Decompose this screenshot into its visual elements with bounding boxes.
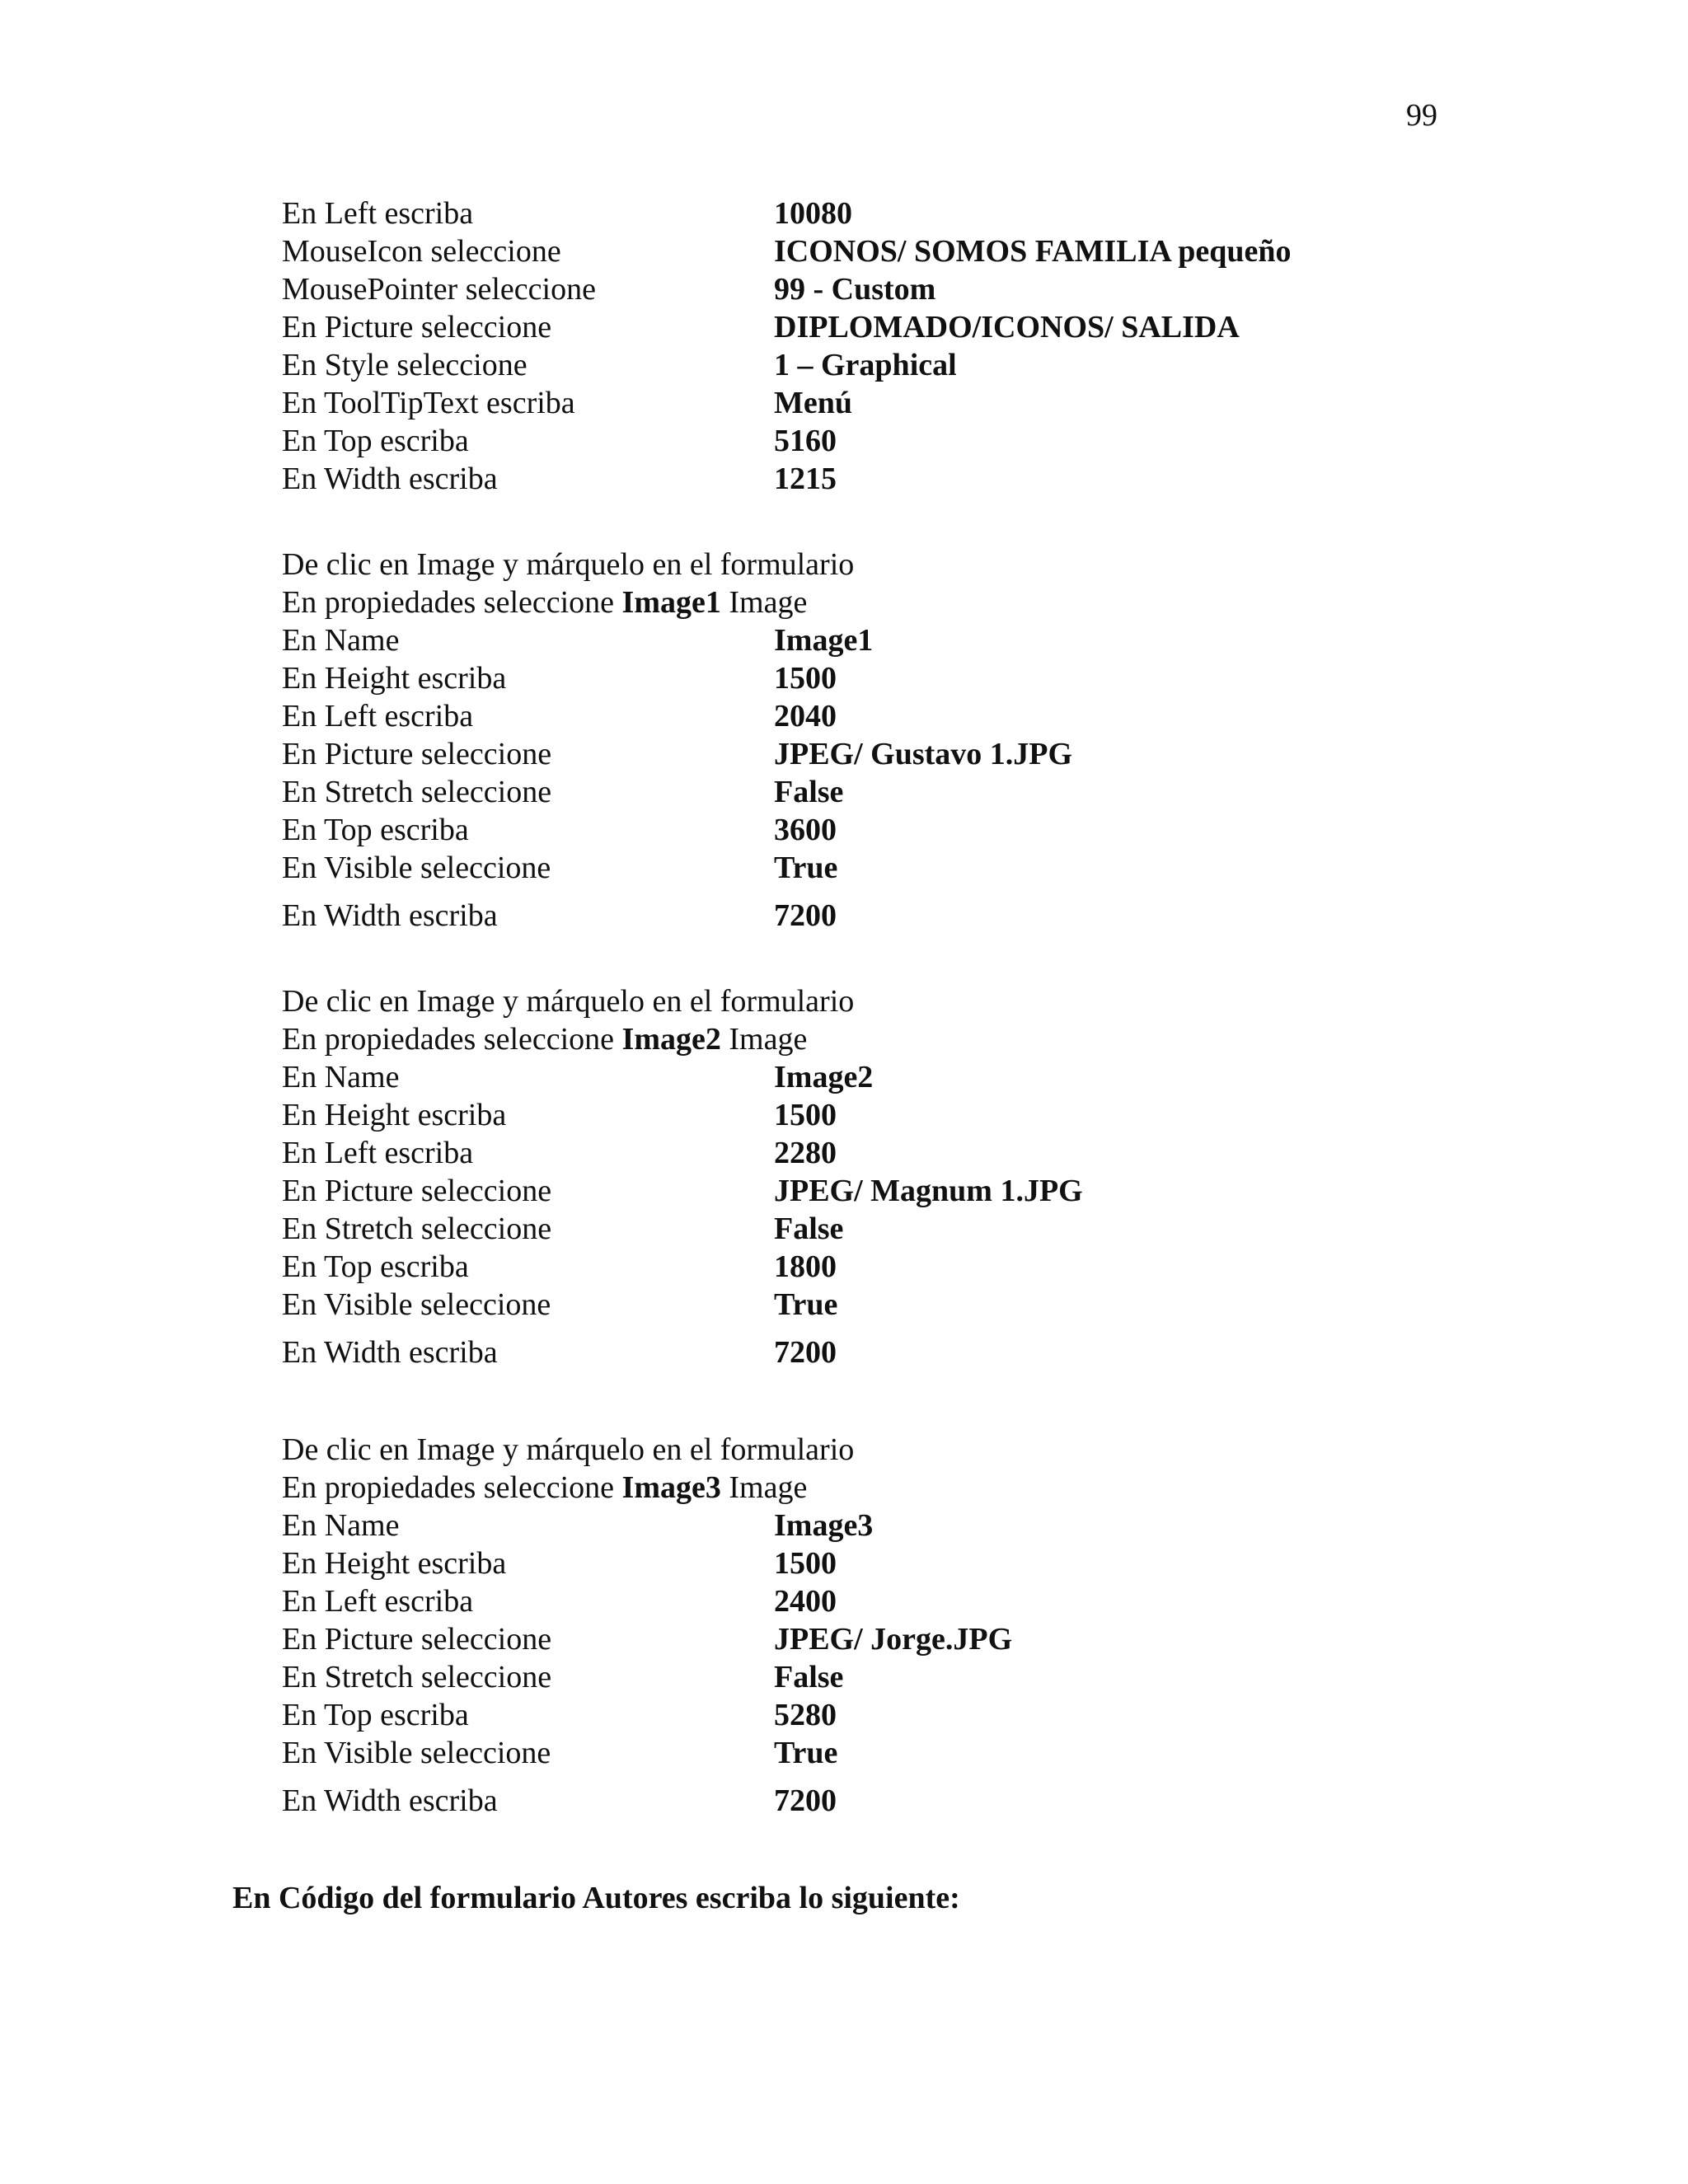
property-label: En Style seleccione xyxy=(282,348,528,382)
property-label: En ToolTipText escriba xyxy=(282,386,575,420)
property-row xyxy=(282,659,1436,697)
property-value: 2280 xyxy=(774,1136,837,1170)
property-label: En Top escriba xyxy=(282,813,469,847)
select-name: Image3 xyxy=(621,1470,721,1505)
property-row xyxy=(282,1058,1436,1096)
property-row xyxy=(282,1544,1436,1582)
image2-select-line xyxy=(282,1020,1436,1058)
property-value: Image1 xyxy=(774,623,874,658)
image3-intro: De clic en Image y márquelo en el formulario xyxy=(282,1432,855,1467)
property-row xyxy=(282,1507,1436,1544)
property-value: True xyxy=(774,1736,838,1770)
property-value: True xyxy=(774,1287,838,1322)
property-label: En Name xyxy=(282,1060,400,1094)
property-value: 99 - Custom xyxy=(774,272,936,307)
property-value: ICONOS/ SOMOS FAMILIA pequeño xyxy=(774,234,1292,269)
property-label: En Picture seleccione xyxy=(282,1622,552,1657)
property-value: 7200 xyxy=(774,1783,837,1818)
property-value: JPEG/ Magnum 1.JPG xyxy=(774,1174,1083,1208)
select-name: Image1 xyxy=(621,585,721,620)
select-prefix: En propiedades seleccione xyxy=(282,1470,615,1505)
property-row xyxy=(282,1658,1436,1696)
property-row xyxy=(282,1620,1436,1658)
image3-properties-block xyxy=(282,1431,1436,1820)
property-row xyxy=(282,735,1436,773)
property-label: En Width escriba xyxy=(282,898,498,933)
property-row xyxy=(282,1333,1436,1371)
property-label: En Stretch seleccione xyxy=(282,1212,552,1246)
property-label: En Width escriba xyxy=(282,462,498,496)
property-row xyxy=(282,422,1436,460)
property-label: En Stretch seleccione xyxy=(282,1660,552,1694)
property-label: En Picture seleccione xyxy=(282,310,552,344)
property-label: En Visible seleccione xyxy=(282,1287,551,1322)
property-label: En Picture seleccione xyxy=(282,1174,552,1208)
property-row xyxy=(282,1782,1436,1820)
property-value: 1215 xyxy=(774,462,837,496)
select-suffix: Image xyxy=(729,585,808,620)
property-value: False xyxy=(774,1660,844,1694)
property-value: 7200 xyxy=(774,1335,837,1370)
property-value: 5280 xyxy=(774,1698,837,1732)
property-row xyxy=(282,1582,1436,1620)
property-value: Image2 xyxy=(774,1060,874,1094)
section-heading: En Código del formulario Autores escriba lo siguiente: xyxy=(232,1881,960,1915)
property-label: En Top escriba xyxy=(282,1249,469,1284)
property-row xyxy=(282,1134,1436,1172)
property-value: JPEG/ Gustavo 1.JPG xyxy=(774,737,1073,771)
property-label: En Left escriba xyxy=(282,699,474,733)
property-label: En Width escriba xyxy=(282,1335,498,1370)
page-number: 99 xyxy=(1406,98,1437,133)
property-row xyxy=(282,1172,1436,1210)
property-row xyxy=(282,811,1436,849)
property-label: En Height escriba xyxy=(282,1098,507,1132)
property-row xyxy=(282,460,1436,498)
property-row xyxy=(282,1210,1436,1248)
property-label: En Left escriba xyxy=(282,1136,474,1170)
property-row xyxy=(282,1696,1436,1734)
property-label: MousePointer seleccione xyxy=(282,272,596,307)
property-value: 2400 xyxy=(774,1584,837,1619)
property-label: En Left escriba xyxy=(282,196,474,231)
property-value: 1500 xyxy=(774,661,837,696)
property-row xyxy=(282,194,1436,232)
property-label: En Picture seleccione xyxy=(282,737,552,771)
property-row xyxy=(282,697,1436,735)
property-label: En Name xyxy=(282,1508,400,1543)
image3-select-line xyxy=(282,1469,1436,1507)
image1-intro: De clic en Image y márquelo en el formulario xyxy=(282,547,855,582)
property-value: False xyxy=(774,775,844,809)
property-row xyxy=(282,773,1436,811)
property-value: 1500 xyxy=(774,1546,837,1581)
select-prefix: En propiedades seleccione xyxy=(282,1022,615,1057)
property-value: 3600 xyxy=(774,813,837,847)
property-value: 1500 xyxy=(774,1098,837,1132)
property-value: Image3 xyxy=(774,1508,874,1543)
property-value: 5160 xyxy=(774,424,837,458)
select-name: Image2 xyxy=(621,1022,721,1057)
property-value: JPEG/ Jorge.JPG xyxy=(774,1622,1013,1657)
property-value: 7200 xyxy=(774,898,837,933)
property-row xyxy=(282,849,1436,887)
image2-properties-block xyxy=(282,982,1436,1371)
property-value: DIPLOMADO/ICONOS/ SALIDA xyxy=(774,310,1240,344)
property-row xyxy=(282,384,1436,422)
property-value: 10080 xyxy=(774,196,852,231)
property-label: En Visible seleccione xyxy=(282,851,551,885)
property-row xyxy=(282,1248,1436,1286)
property-row xyxy=(282,270,1436,308)
property-label: En Visible seleccione xyxy=(282,1736,551,1770)
property-label: En Top escriba xyxy=(282,424,469,458)
property-value: 2040 xyxy=(774,699,837,733)
property-label: En Left escriba xyxy=(282,1584,474,1619)
select-suffix: Image xyxy=(729,1022,808,1057)
properties-block-continued xyxy=(282,194,1436,498)
property-label: MouseIcon seleccione xyxy=(282,234,561,269)
property-row xyxy=(282,1096,1436,1134)
property-row xyxy=(282,1286,1436,1324)
property-label: En Height escriba xyxy=(282,1546,507,1581)
property-label: En Stretch seleccione xyxy=(282,775,552,809)
property-value: Menú xyxy=(774,386,852,420)
property-value: 1800 xyxy=(774,1249,837,1284)
property-row xyxy=(282,621,1436,659)
property-label: En Width escriba xyxy=(282,1783,498,1818)
image2-intro: De clic en Image y márquelo en el formulario xyxy=(282,984,855,1019)
property-row xyxy=(282,232,1436,270)
property-row xyxy=(282,1734,1436,1772)
property-label: En Name xyxy=(282,623,400,658)
property-row xyxy=(282,346,1436,384)
property-value: True xyxy=(774,851,838,885)
select-prefix: En propiedades seleccione xyxy=(282,585,615,620)
property-row xyxy=(282,308,1436,346)
select-suffix: Image xyxy=(729,1470,808,1505)
property-label: En Top escriba xyxy=(282,1698,469,1732)
property-label: En Height escriba xyxy=(282,661,507,696)
property-value: 1 – Graphical xyxy=(774,348,957,382)
image1-properties-block xyxy=(282,546,1436,935)
image1-select-line xyxy=(282,583,1436,621)
property-value: False xyxy=(774,1212,844,1246)
property-row xyxy=(282,897,1436,935)
